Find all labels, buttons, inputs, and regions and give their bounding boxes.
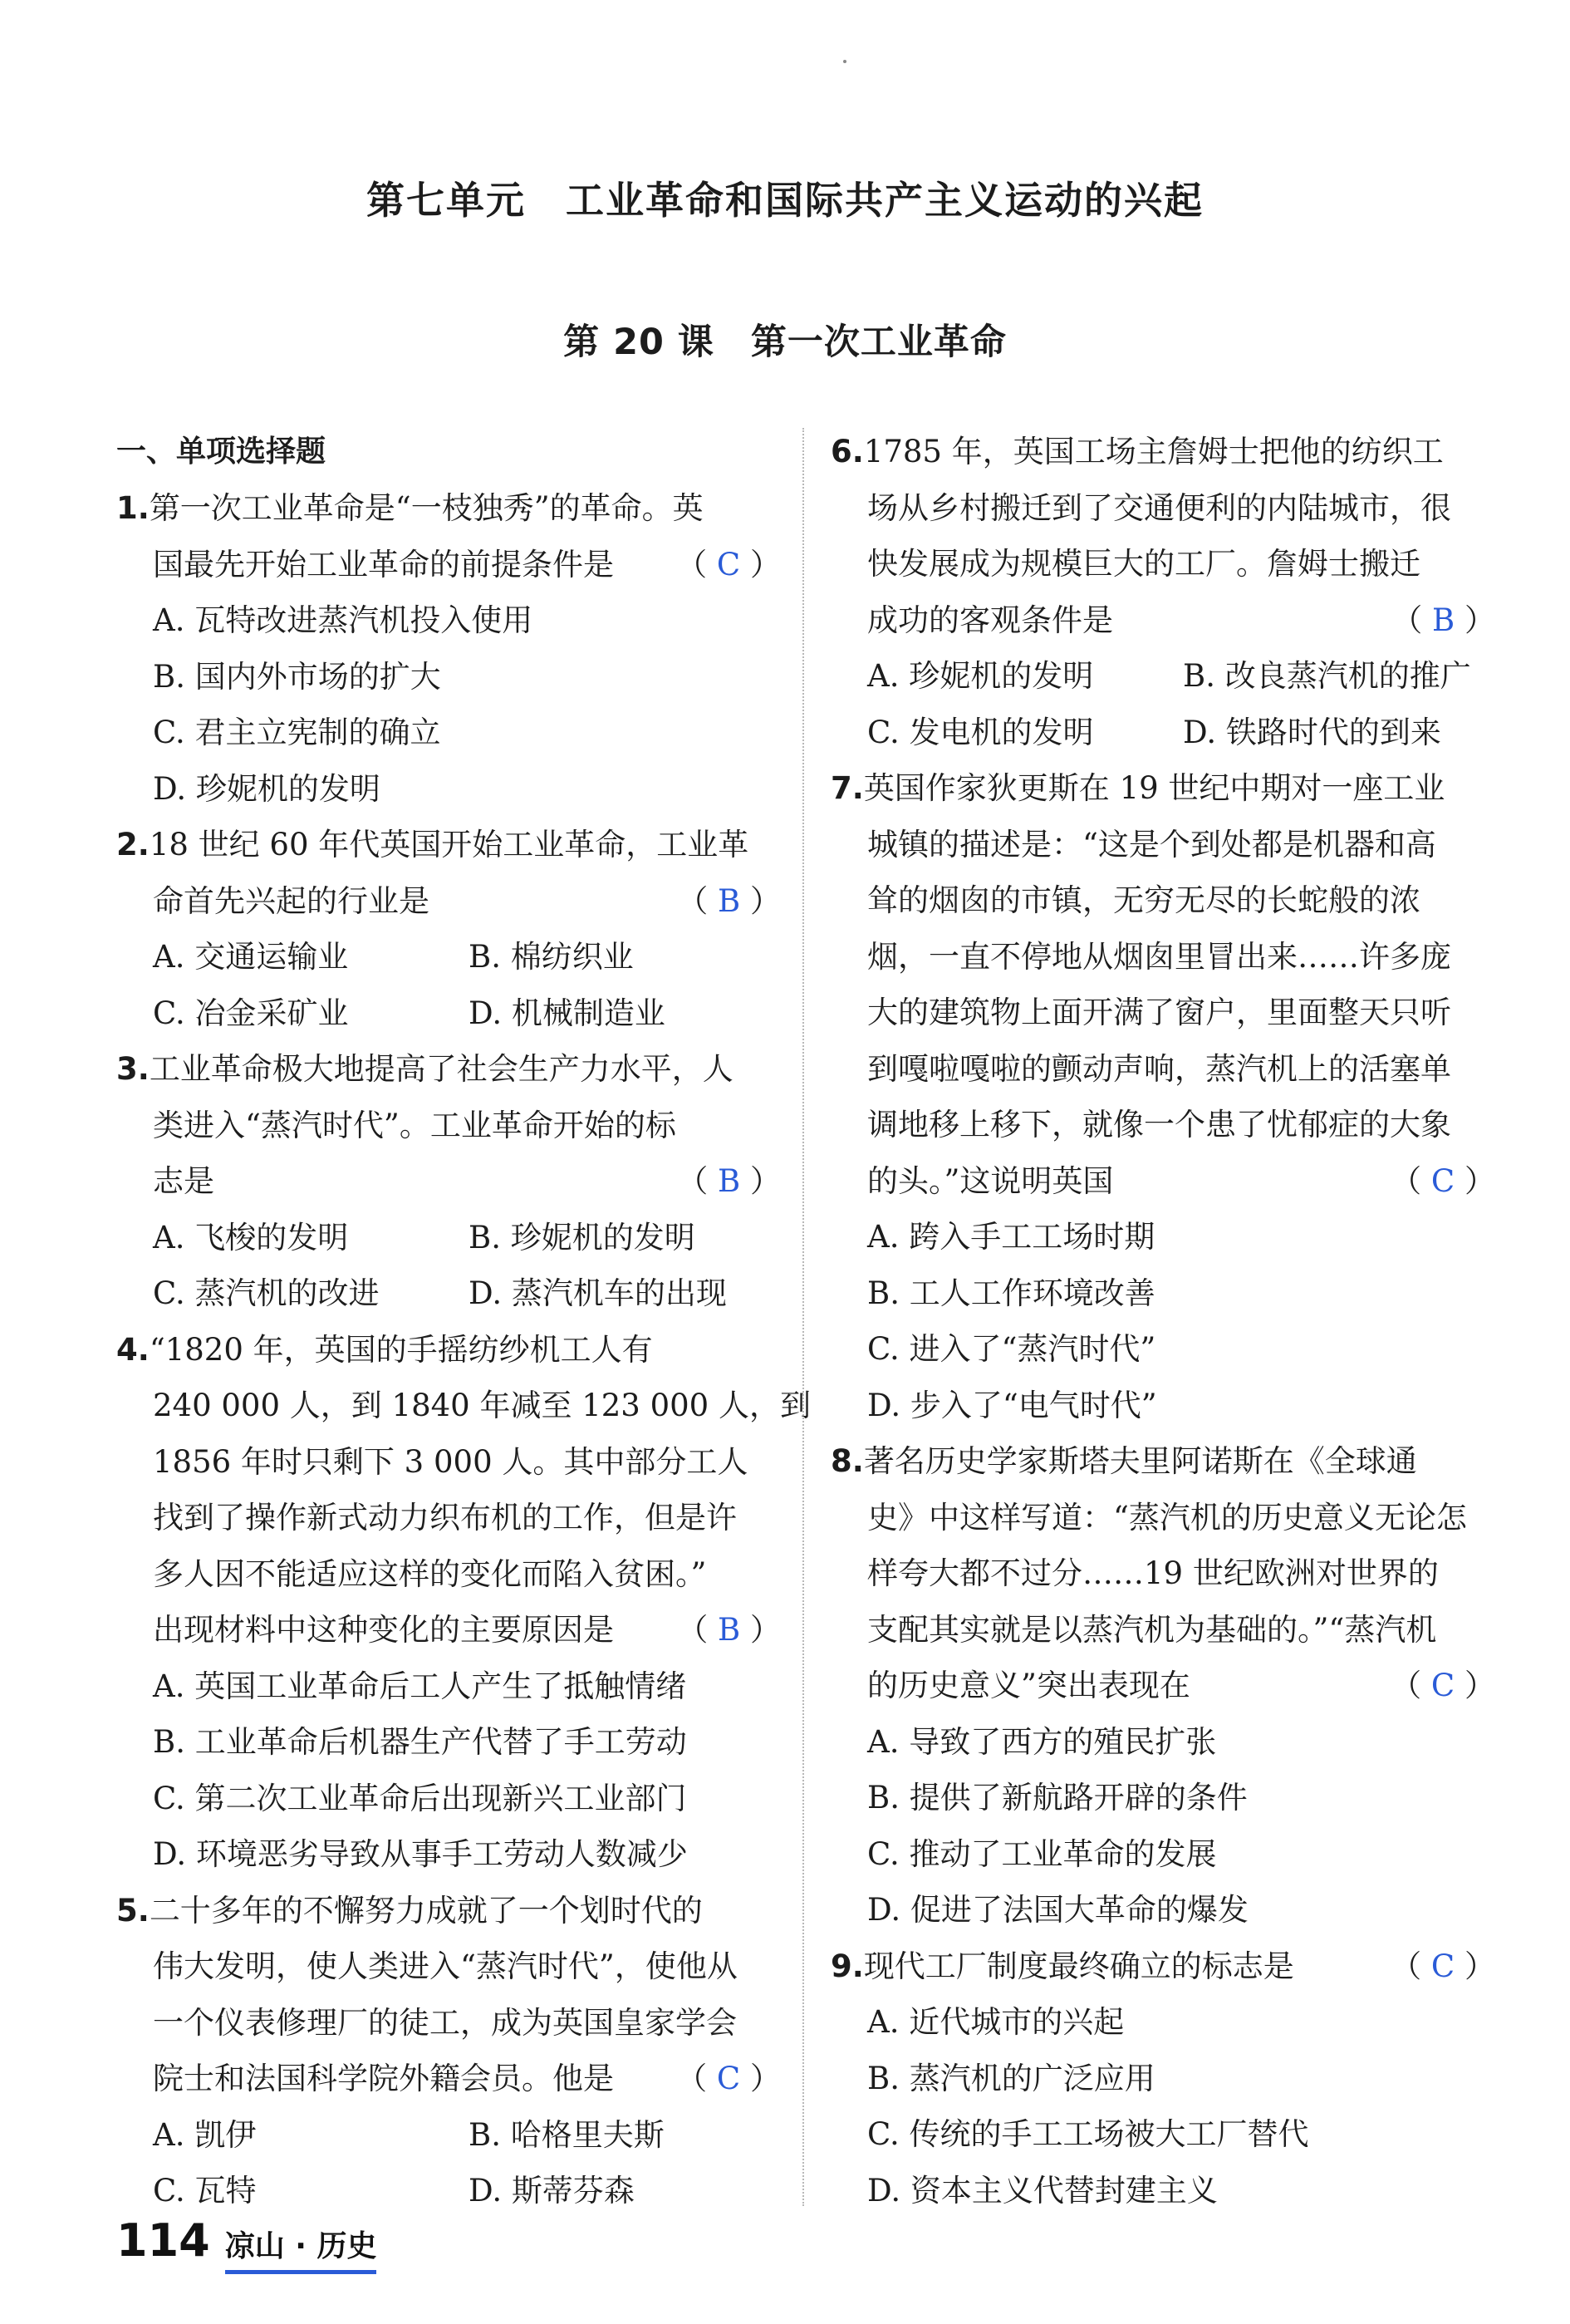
question-text: 耸的烟囱的市镇，无穷无尽的长蛇般的浓 bbox=[867, 882, 1420, 918]
question-text: 支配其实就是以蒸汽机为基础的。”“蒸汽机 bbox=[867, 1611, 1437, 1648]
option: D. 蒸汽机车的出现 bbox=[469, 1275, 727, 1311]
question-text: 伟大发明，使人类进入“蒸汽时代”，使他从 bbox=[153, 1948, 738, 1984]
question-2 bbox=[116, 817, 781, 1041]
question-8 bbox=[831, 1433, 1495, 1938]
question-text: 成功的客观条件是 bbox=[867, 602, 1113, 638]
answer-bracket: （ C ） bbox=[676, 546, 781, 582]
option: D. 机械制造业 bbox=[469, 995, 665, 1031]
option: C. 蒸汽机的改进 bbox=[153, 1275, 380, 1311]
question-text: 二十多年的不懈努力成就了一个划时代的 bbox=[149, 1892, 703, 1928]
option: A. 飞梭的发明 bbox=[153, 1219, 349, 1255]
unit-title: 第七单元 工业革命和国际共产主义运动的兴起 bbox=[366, 178, 1204, 223]
option: B. 工人工作环境改善 bbox=[867, 1275, 1155, 1311]
question-number: 3. bbox=[116, 1051, 150, 1087]
option: D. 步入了“电气时代” bbox=[867, 1387, 1157, 1423]
question-6 bbox=[831, 424, 1495, 760]
question-text: 找到了操作新式动力织布机的工作，但是许 bbox=[153, 1500, 737, 1535]
answer-bracket: （ B ） bbox=[677, 1163, 781, 1199]
scan-speck bbox=[843, 60, 846, 63]
book-label: 凉山 · 历史 bbox=[225, 2223, 377, 2274]
answer-letter: C bbox=[1430, 1162, 1455, 1199]
column-divider bbox=[802, 428, 804, 2206]
question-text: 1856 年时只剩下 3 000 人。其中部分工人 bbox=[153, 1443, 748, 1480]
question-number: 4. bbox=[116, 1331, 150, 1368]
option: D. 资本主义代替封建主义 bbox=[867, 2172, 1218, 2209]
option: C. 瓦特 bbox=[153, 2173, 257, 2209]
question-number: 6. bbox=[831, 434, 864, 469]
question-text: 著名历史学家斯塔夫里阿诺斯在《全球通 bbox=[863, 1443, 1417, 1479]
option: B. 工业革命后机器生产代替了手工劳动 bbox=[153, 1724, 687, 1760]
question-text: 工业革命极大地提高了社会生产力水平，人 bbox=[149, 1051, 733, 1087]
option: B. 棉纺织业 bbox=[469, 939, 634, 975]
question-text: 院士和法国科学院外籍会员。他是 bbox=[153, 2061, 614, 2096]
lesson-title: 第 20 课 第一次工业革命 bbox=[563, 322, 1007, 363]
option: A. 跨入手工工场时期 bbox=[867, 1219, 1155, 1255]
question-7 bbox=[831, 760, 1495, 1433]
page-footer bbox=[116, 2214, 376, 2272]
question-text: 多人因不能适应这样的变化而陷入贫困。” bbox=[153, 1555, 707, 1592]
question-text: 的历史意义”突出表现在 bbox=[867, 1668, 1190, 1703]
option: C. 推动了工业革命的发展 bbox=[867, 1835, 1217, 1872]
question-text: 命首先兴起的行业是 bbox=[153, 882, 429, 919]
question-text: 1785 年，英国工场主詹姆士把他的纺织工 bbox=[863, 434, 1444, 469]
option: A. 导致了西方的殖民扩张 bbox=[867, 1723, 1217, 1760]
option: D. 环境恶劣导致从事手工劳动人数减少 bbox=[153, 1836, 688, 1872]
question-3 bbox=[116, 1041, 781, 1322]
question-number: 7. bbox=[831, 770, 864, 806]
option: B. 哈格里夫斯 bbox=[469, 2116, 665, 2153]
answer-letter: C bbox=[1430, 1948, 1455, 1984]
option: C. 传统的手工工场被大工厂替代 bbox=[867, 2116, 1309, 2152]
question-text: 第一次工业革命是“一枝独秀”的革命。英 bbox=[149, 490, 704, 526]
question-text: 快发展成为规模巨大的工厂。詹姆士搬迁 bbox=[867, 546, 1420, 582]
option: A. 英国工业革命后工人产生了抵触情绪 bbox=[153, 1668, 687, 1704]
answer-bracket: （ C ） bbox=[1391, 1162, 1495, 1199]
question-number: 5. bbox=[116, 1892, 150, 1928]
answer-letter: C bbox=[716, 546, 741, 582]
option: D. 促进了法国大革命的爆发 bbox=[867, 1892, 1249, 1928]
question-number: 8. bbox=[831, 1443, 864, 1479]
answer-bracket: （ B ） bbox=[677, 1612, 781, 1648]
answer-letter: B bbox=[1432, 602, 1455, 638]
question-text: 现代工厂制度最终确立的标志是 bbox=[863, 1948, 1294, 1984]
answer-bracket: （ C ） bbox=[1391, 1668, 1495, 1703]
question-1 bbox=[116, 480, 781, 817]
question-text: 240 000 人，到 1840 年减至 123 000 人，到 bbox=[153, 1388, 811, 1423]
answer-bracket: （ B ） bbox=[1391, 602, 1495, 638]
question-number: 1. bbox=[116, 490, 150, 526]
question-text: 出现材料中这种变化的主要原因是 bbox=[153, 1612, 614, 1648]
question-5 bbox=[116, 1883, 781, 2219]
question-number: 2. bbox=[116, 827, 150, 862]
option: D. 铁路时代的到来 bbox=[1183, 714, 1441, 750]
answer-letter: B bbox=[718, 1163, 741, 1199]
option: C. 发电机的发明 bbox=[867, 714, 1094, 750]
option: B. 提供了新航路开辟的条件 bbox=[867, 1780, 1248, 1815]
option: D. 珍妮机的发明 bbox=[153, 770, 380, 807]
option: C. 进入了“蒸汽时代” bbox=[867, 1331, 1156, 1367]
option: C. 君主立宪制的确立 bbox=[153, 715, 441, 750]
option: A. 近代城市的兴起 bbox=[867, 2004, 1125, 2040]
question-text: 志是 bbox=[153, 1163, 214, 1199]
question-text: 英国作家狄更斯在 19 世纪中期对一座工业 bbox=[863, 770, 1445, 806]
question-text: 的头。”这说明英国 bbox=[867, 1162, 1114, 1199]
left-column bbox=[116, 424, 811, 2219]
answer-bracket: （ C ） bbox=[676, 2061, 781, 2096]
answer-bracket: （ B ） bbox=[677, 882, 781, 919]
question-text: 烟，一直不停地从烟囱里冒出来……许多庞 bbox=[867, 938, 1451, 975]
question-text: 到嘎啦嘎啦的颤动声响，蒸汽机上的活塞单 bbox=[867, 1050, 1451, 1087]
answer-bracket: （ C ） bbox=[1391, 1948, 1495, 1984]
question-text: “1820 年，英国的手摇纺纱机工人有 bbox=[149, 1331, 653, 1368]
question-text: 一个仪表修理厂的徒工，成为英国皇家学会 bbox=[153, 2004, 737, 2041]
page-number: 114 bbox=[116, 2214, 210, 2267]
option: B. 蒸汽机的广泛应用 bbox=[867, 2060, 1155, 2096]
option: D. 斯蒂芬森 bbox=[469, 2173, 635, 2209]
question-4 bbox=[116, 1322, 811, 1883]
answer-letter: C bbox=[1430, 1668, 1455, 1703]
question-text: 大的建筑物上面开满了窗户，里面整天只听 bbox=[867, 995, 1451, 1030]
section-title: 一、单项选择题 bbox=[116, 435, 326, 469]
question-9 bbox=[831, 1938, 1495, 2219]
question-text: 史》中这样写道：“蒸汽机的历史意义无论怎 bbox=[867, 1499, 1467, 1535]
question-text: 国最先开始工业革命的前提条件是 bbox=[153, 546, 614, 582]
question-text: 18 世纪 60 年代英国开始工业革命，工业革 bbox=[149, 827, 749, 862]
option: A. 珍妮机的发明 bbox=[867, 658, 1094, 694]
option: C. 冶金采矿业 bbox=[153, 995, 349, 1031]
option: A. 瓦特改进蒸汽机投入使用 bbox=[153, 602, 533, 638]
option: C. 第二次工业革命后出现新兴工业部门 bbox=[153, 1780, 687, 1816]
option: A. 交通运输业 bbox=[153, 939, 349, 975]
question-text: 样夸大都不过分……19 世纪欧洲对世界的 bbox=[867, 1555, 1439, 1591]
option: B. 珍妮机的发明 bbox=[469, 1219, 695, 1255]
option: A. 凯伊 bbox=[153, 2116, 257, 2153]
answer-letter: B bbox=[718, 882, 741, 919]
right-column bbox=[831, 424, 1495, 2218]
option: B. 国内外市场的扩大 bbox=[153, 658, 441, 695]
option: B. 改良蒸汽机的推广 bbox=[1183, 658, 1471, 694]
answer-letter: C bbox=[716, 2061, 741, 2096]
question-text: 城镇的描述是：“这是个到处都是机器和高 bbox=[867, 826, 1436, 862]
question-text: 调地移上移下，就像一个患了忧郁症的大象 bbox=[867, 1107, 1451, 1142]
question-number: 9. bbox=[831, 1948, 864, 1984]
question-text: 类进入“蒸汽时代”。工业革命开始的标 bbox=[153, 1107, 676, 1143]
answer-letter: B bbox=[718, 1612, 741, 1648]
question-text: 场从乡村搬迁到了交通便利的内陆城市，很 bbox=[867, 489, 1451, 526]
